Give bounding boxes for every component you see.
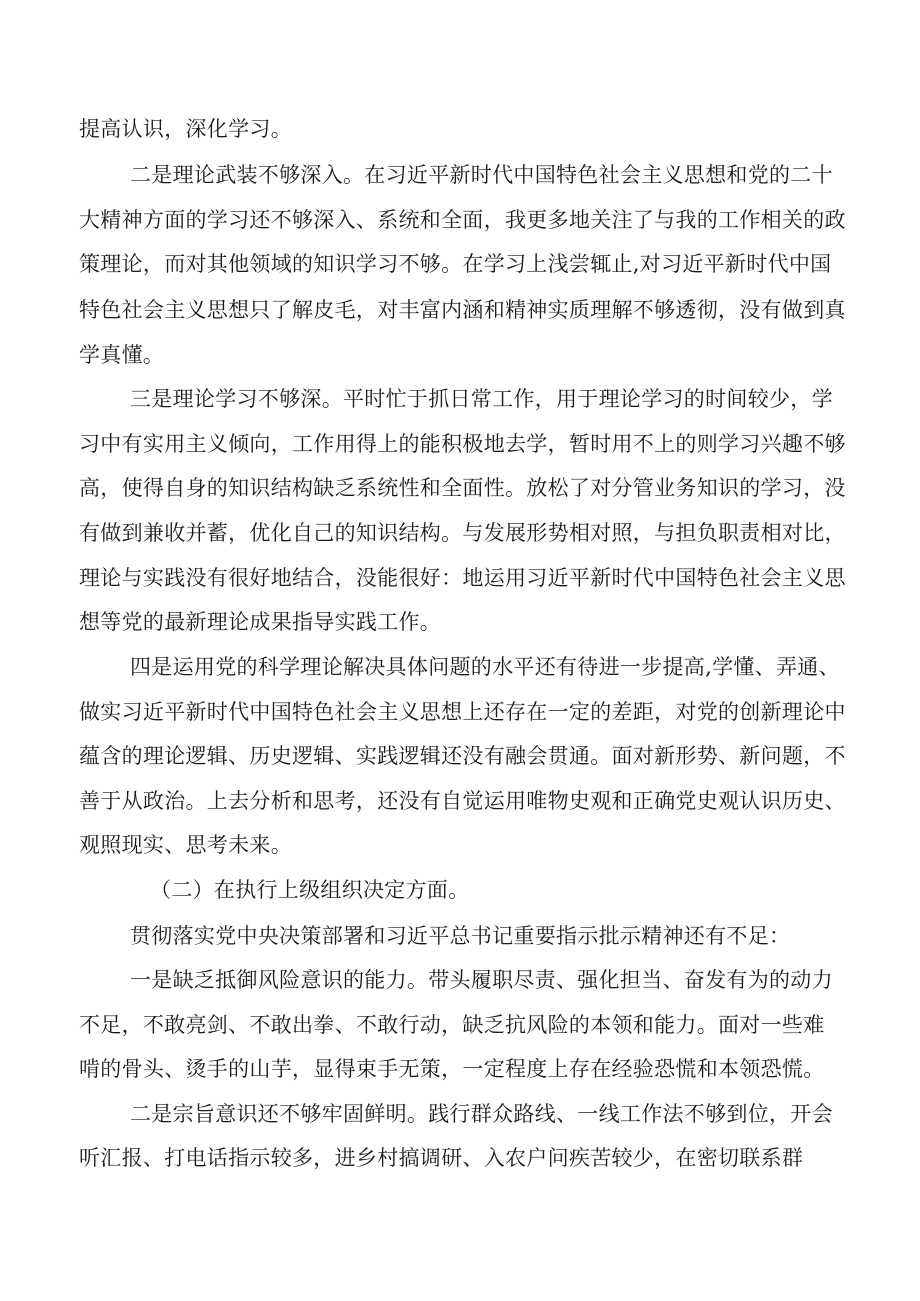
paragraph-line: 听汇报、打电话指示较多，进乡村搞调研、入农户问疾苦较少，在密切联系群: [79, 1146, 804, 1170]
paragraph-line: 三是理论学习不够深。平时忙于抓日常工作，用于理论学习的时间较少，学: [130, 387, 833, 411]
paragraph-line: 啃的骨头、烫手的山芋，显得束手无策，一定程度上存在经验恐慌和本领恐慌。: [79, 1057, 825, 1081]
section-heading: （二）在执行上级组织决定方面。: [150, 878, 470, 902]
paragraph-line: 高，使得自身的知识结构缺乏系统性和全面性。放松了对分管业务知识的学习，没: [79, 476, 846, 500]
paragraph-line: 特色社会主义思想只了解皮毛，对丰富内涵和精神实质理解不够透彻，没有做到真: [79, 298, 846, 322]
paragraph-line: 不足，不敢亮剑、不敢出拳、不敢行动，缺乏抗风险的本领和能力。面对一些难: [79, 1013, 825, 1037]
paragraph-line: 理论与实践没有很好地结合，没能很好：地运用习近平新时代中国特色社会主义思: [79, 566, 846, 590]
paragraph-line: 四是运用党的科学理论解决具体问题的水平还有待进一步提高,学懂、弄通、: [130, 655, 840, 679]
paragraph-line: 蕴含的理论逻辑、历史逻辑、实践逻辑还没有融会贯通。面对新形势、新问题，不: [79, 744, 846, 768]
paragraph-line: 想等党的最新理论成果指导实践工作。: [79, 610, 442, 634]
paragraph-line: 有做到兼收并蓄，优化自己的知识结构。与发展形势相对照，与担负职责相对比，: [79, 521, 846, 545]
paragraph-line: 贯彻落实党中央决策部署和习近平总书记重要指示批示精神还有不足：: [130, 924, 791, 948]
paragraph-line: 习中有实用主义倾向，工作用得上的能积极地去学，暂时用不上的则学习兴趣不够: [79, 432, 846, 456]
paragraph-line: 二是理论武装不够深入。在习近平新时代中国特色社会主义思想和党的二十: [130, 163, 833, 187]
paragraph-line: 做实习近平新时代中国特色社会主义思想上还存在一定的差距，对党的创新理论中: [79, 700, 846, 724]
paragraph-line: 大精神方面的学习还不够深入、系统和全面，我更多地关注了与我的工作相关的政: [79, 208, 846, 232]
paragraph-line: 策理论，而对其他领域的知识学习不够。在学习上浅尝辄止,对习近平新时代中国: [79, 252, 832, 276]
paragraph-line: 观照现实、思考未来。: [79, 833, 292, 857]
paragraph-line: 善于从政治。上去分析和思考，还没有自觉运用唯物史观和正确党史观认识历史、: [79, 789, 846, 813]
paragraph-line: 提高认识，深化学习。: [79, 117, 292, 141]
paragraph-line: 学真懂。: [79, 343, 165, 367]
paragraph-line: 一是缺乏抵御风险意识的能力。带头履职尽责、强化担当、奋发有为的动力: [130, 968, 833, 992]
paragraph-line: 二是宗旨意识还不够牢固鲜明。践行群众路线、一线工作法不够到位，开会: [130, 1102, 833, 1126]
